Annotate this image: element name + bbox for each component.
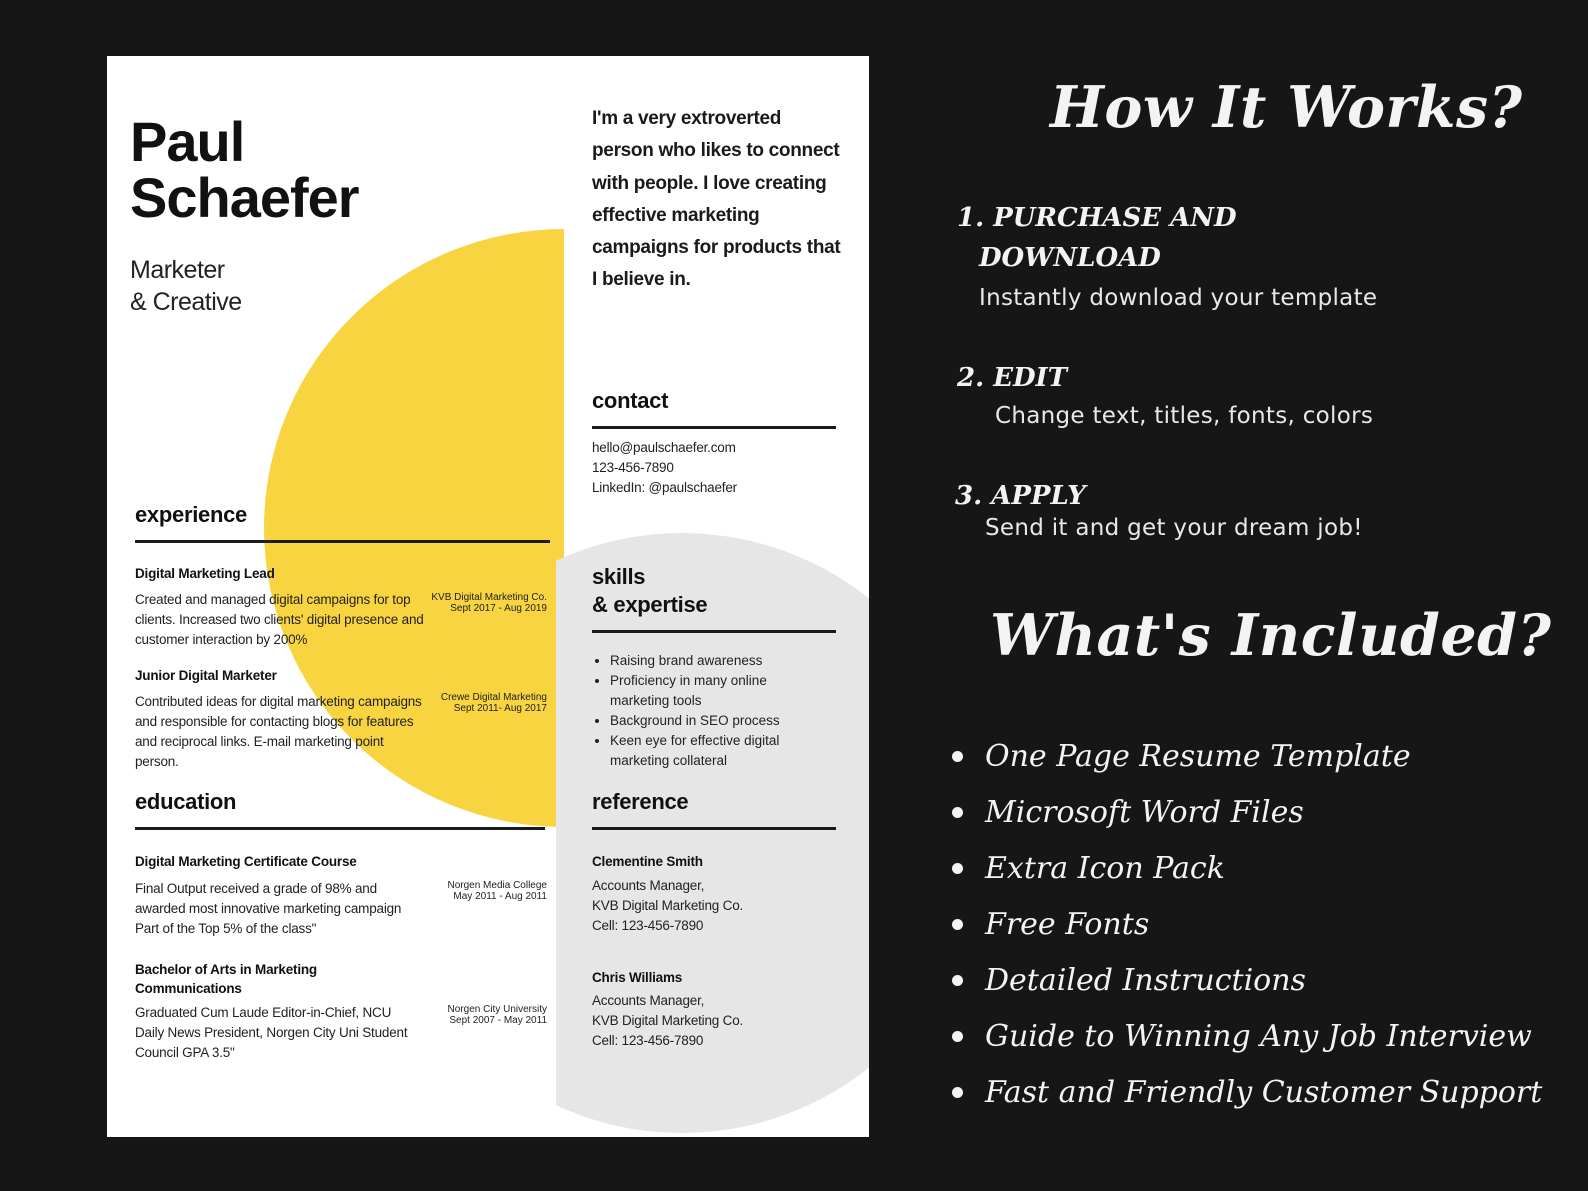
list-item [952,1008,1572,1064]
reference-details [592,876,743,936]
included-item-label: Extra Icon Pack [985,850,1225,886]
bullet-icon [952,863,963,874]
job-description: Contributed ideas for digital marketing campaigns and responsible for contacting blogs for features and reciprocal links. E-mail marketing point person. [135,694,422,769]
education-title: Bachelor of Arts in Marketing Communications [135,962,317,996]
contact-linkedin: LinkedIn: @paulschaefer [592,480,737,495]
education-meta [417,1004,547,1026]
job-company: Crewe Digital Marketing [440,692,547,703]
step-3-description: Send it and get your dream job! [985,515,1363,541]
contact-email: hello@paulschaefer.com [592,440,736,455]
reference-name: Clementine Smith [592,854,703,869]
education-heading: education [135,789,237,814]
included-list [952,728,1572,1120]
skills-divider [592,630,836,633]
education-meta [417,880,547,902]
included-item-label: Free Fonts [985,906,1150,942]
bullet-icon [952,1087,963,1098]
list-item: • Proficiency in many online marketing tools [610,671,802,711]
reference-position: Accounts Manager, [592,878,705,893]
reference-phone: Cell: 123-456-7890 [592,918,704,933]
whats-included-title: What's Included? [990,602,1552,669]
job-title: Junior Digital Marketer [135,668,277,683]
education-divider [135,827,545,830]
job-company: KVB Digital Marketing Co. [431,592,547,603]
step-3-heading: 3. APPLY [955,481,1086,511]
name-line-2: Schaefer [130,166,359,229]
step-2-description: Change text, titles, fonts, colors [995,403,1374,429]
reference-details [592,991,743,1051]
job-title: Digital Marketing Lead [135,566,275,581]
how-it-works-title: How It Works? [1050,74,1523,141]
education-dates: Sept 2007 - May 2011 [449,1015,547,1026]
list-item [952,1064,1572,1120]
bullet-icon [952,751,963,762]
resume-name [130,110,359,229]
skills-list [592,651,802,771]
step-1-heading [957,198,1237,278]
included-item-label: Guide to Winning Any Job Interview [985,1018,1532,1054]
bullet-icon [952,919,963,930]
resume-bio: I'm a very extroverted person who likes to connect with people. I love creating effective marketing campaigns for products that I believe in. [592,108,841,291]
experience-heading: experience [135,502,247,527]
reference-company: KVB Digital Marketing Co. [592,898,744,913]
job-dates: Sept 2017 - Aug 2019 [450,603,547,614]
list-item: • Raising brand awareness [610,651,802,671]
role-line-1: Marketer [130,256,225,284]
skills-heading-line-1: skills [592,564,646,589]
list-item: • Background in SEO process [610,711,802,731]
reference-phone: Cell: 123-456-7890 [592,1033,704,1048]
list-item: • Keen eye for effective digital marketing collateral [610,731,802,771]
bullet-icon [952,807,963,818]
bullet-icon [952,975,963,986]
education-title: Digital Marketing Certificate Course [135,854,357,869]
reference-company: KVB Digital Marketing Co. [592,1013,744,1028]
job-description: Created and managed digital campaigns for top clients. Increased two clients' digital presence and customer interaction by 200% [135,592,424,647]
step-1-description: Instantly download your template [979,285,1378,311]
contact-divider [592,426,836,429]
step-2-heading: 2. EDIT [957,363,1068,393]
skills-heading-line-2: & expertise [592,592,708,617]
contact-heading: contact [592,388,669,413]
experience-divider [135,540,550,543]
resume-preview [107,56,869,1137]
job-meta [417,692,547,714]
job-dates: Sept 2011- Aug 2017 [453,703,547,714]
reference-divider [592,827,836,830]
list-item [952,728,1572,784]
education-dates: May 2011 - Aug 2011 [453,891,547,902]
list-item [952,840,1572,896]
skills-heading [592,563,707,619]
contact-details [592,438,737,498]
education-school: Norgen City University [447,1004,547,1015]
step-1-heading-line-1: 1. PURCHASE AND [957,203,1237,233]
reference-position: Accounts Manager, [592,993,705,1008]
included-item-label: Microsoft Word Files [985,794,1304,830]
education-description: Graduated Cum Laude Editor-in-Chief, NCU Daily News President, Norgen City Uni Student Council GPA 3.5" [135,1005,408,1060]
education-description: Final Output received a grade of 98% and awarded most innovative marketing campaign Part of the Top 5% of the class" [135,881,402,936]
list-item [952,952,1572,1008]
included-item-label: Fast and Friendly Customer Support [985,1074,1543,1110]
job-meta [417,592,547,614]
list-item [952,784,1572,840]
contact-phone: 123-456-7890 [592,460,674,475]
step-1-heading-line-2: DOWNLOAD [979,243,1161,273]
list-item [952,896,1572,952]
included-item-label: Detailed Instructions [985,962,1306,998]
education-school: Norgen Media College [447,880,547,891]
name-line-1: Paul [130,110,245,173]
role-line-2: & Creative [130,288,242,316]
reference-heading: reference [592,789,689,814]
resume-role [130,254,242,318]
bullet-icon [952,1031,963,1042]
included-item-label: One Page Resume Template [985,738,1411,774]
reference-name: Chris Williams [592,970,683,985]
